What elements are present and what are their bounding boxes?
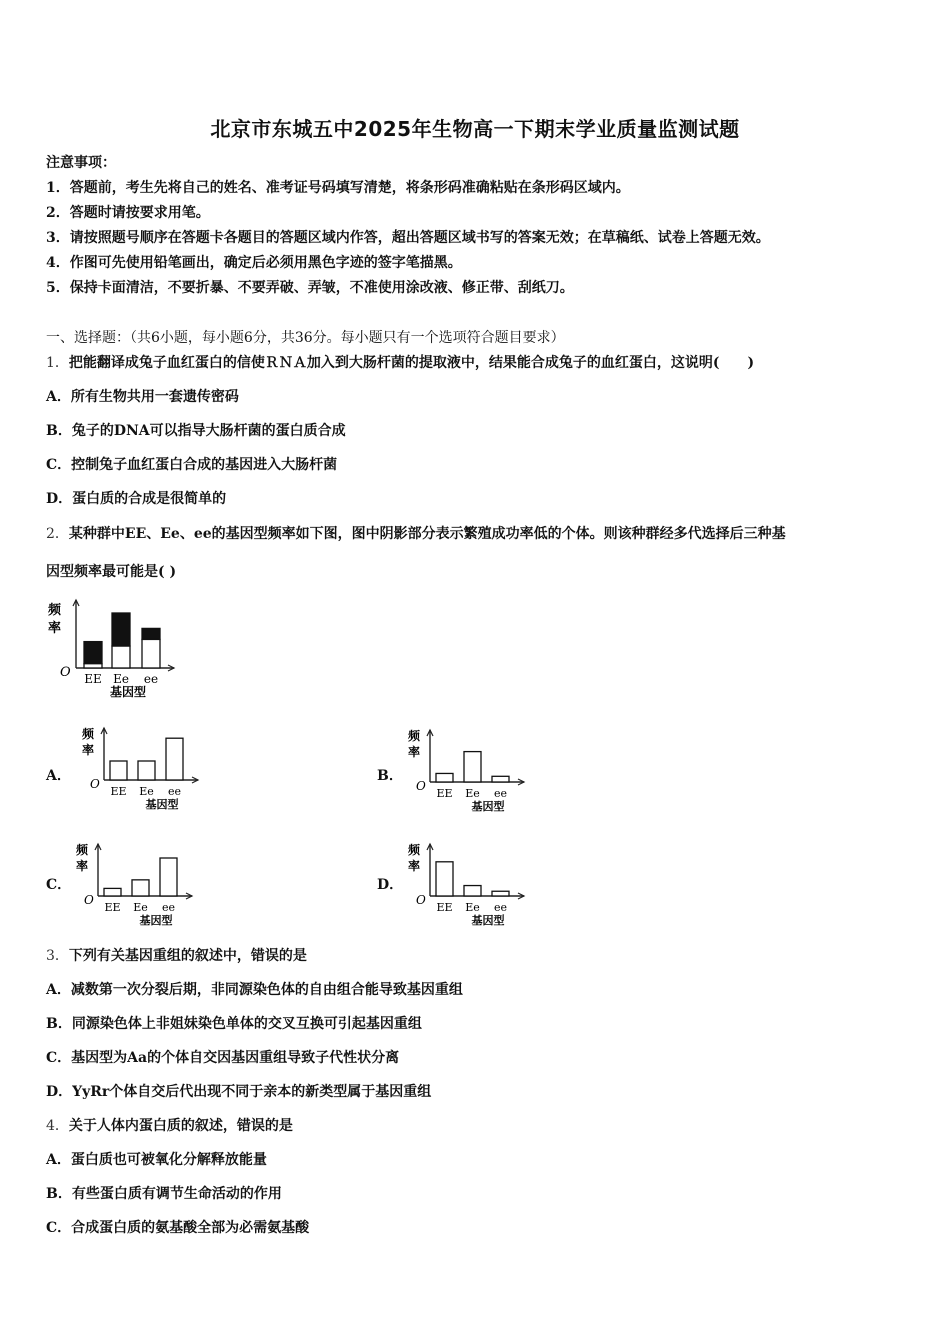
notice-heading: 注意事项： xyxy=(46,155,116,171)
notice-item: 1．答题前，考生先将自己的姓名、准考证号码填写清楚，将条形码准确粘贴在条形码区域内。 xyxy=(46,180,630,196)
x-tick-label: ee xyxy=(493,901,508,914)
origin-label: O xyxy=(84,893,94,907)
bar xyxy=(132,880,149,896)
notice-item: 3．请按照题号顺序在答题卡各题目的答题区域内作答，超出答题区域书写的答案无效；在草稿纸、试卷上答题无效。 xyxy=(46,230,770,246)
question-number: 3． xyxy=(46,948,69,964)
option-b-chart xyxy=(406,724,536,816)
bar xyxy=(492,891,509,896)
y-axis-label: 率 xyxy=(408,745,421,759)
y-axis-label: 频 xyxy=(82,727,95,741)
bar xyxy=(104,888,121,896)
y-axis-label: 频 xyxy=(76,843,89,857)
bar xyxy=(436,862,453,896)
notice-item: 2．答题时请按要求用笔。 xyxy=(46,205,210,221)
x-tick-label: Ee xyxy=(465,901,480,914)
bar-shaded xyxy=(112,613,130,646)
option-a: A．蛋白质也可被氧化分解释放能量 xyxy=(46,1152,267,1168)
option-b: B．兔子的DNA可以指导大肠杆菌的蛋白质合成 xyxy=(46,423,346,439)
origin-label: O xyxy=(416,779,426,793)
y-axis-label: 率 xyxy=(76,859,89,873)
notice-item: 4．作图可先使用铅笔画出，确定后必须用黑色字迹的签字笔描黑。 xyxy=(46,255,462,271)
question-number: 1． xyxy=(46,355,69,371)
bar-shaded xyxy=(142,628,160,639)
option-d: D．YyRr个体自交后代出现不同于亲本的新类型属于基因重组 xyxy=(46,1084,432,1100)
question-number: 4． xyxy=(46,1118,69,1134)
section-heading: 一、选择题：（共6小题，每小题6分，共36分。每小题只有一个选项符合题目要求） xyxy=(46,330,565,346)
bar xyxy=(464,886,481,896)
question-text: 把能翻译成兔子血红蛋白的信使ＲＮＡ加入到大肠杆菌的提取液中，结果能合成兔子的血红蛋白，这说明( ) xyxy=(68,355,755,371)
x-tick-label: EE xyxy=(84,672,102,686)
notice-item: 5．保持卡面清洁，不要折暴、不要弄破、弄皱，不准使用涂改液、修正带、刮纸刀。 xyxy=(46,280,574,296)
question-4 xyxy=(46,1115,293,1135)
option-c: C．合成蛋白质的氨基酸全部为必需氨基酸 xyxy=(46,1220,310,1236)
origin-label: O xyxy=(60,665,71,680)
option-b: B．有些蛋白质有调节生命活动的作用 xyxy=(46,1186,282,1202)
x-tick-label: ee xyxy=(167,785,182,798)
x-axis-label: 基因型 xyxy=(471,800,505,813)
option-b: B．同源染色体上非姐妹染色单体的交叉互换可引起基因重组 xyxy=(46,1016,422,1032)
bar xyxy=(160,858,177,896)
bar xyxy=(492,776,509,782)
x-axis-label: 基因型 xyxy=(139,914,173,927)
bar-normal xyxy=(84,664,102,668)
bar xyxy=(436,773,453,782)
option-a-chart xyxy=(80,722,210,814)
option-c-label: C． xyxy=(46,877,72,893)
x-axis-label: 基因型 xyxy=(145,798,179,811)
x-tick-label: Ee xyxy=(465,787,480,800)
x-axis-label: 基因型 xyxy=(109,685,147,699)
origin-label: O xyxy=(416,893,426,907)
option-a: A．所有生物共用一套遗传密码 xyxy=(46,389,239,405)
y-axis-label: 率 xyxy=(408,859,421,873)
y-axis-label: 频 xyxy=(408,729,421,743)
x-tick-label: ee xyxy=(493,787,508,800)
question-3 xyxy=(46,945,307,965)
question-text: 下列有关基因重组的叙述中，错误的是 xyxy=(68,948,307,964)
question-2 xyxy=(46,523,786,543)
bar xyxy=(166,738,183,780)
option-c: C．控制兔子血红蛋白合成的基因进入大肠杆菌 xyxy=(46,457,338,473)
genotype-frequency-chart xyxy=(46,596,186,708)
option-c: C．基因型为Aa的个体自交因基因重组导致子代性状分离 xyxy=(46,1050,400,1066)
question-text: 某种群中EE、Ee、ee的基因型频率如下图，图中阴影部分表示繁殖成功率低的个体。则该种群经多代选择后三种基 xyxy=(68,526,786,542)
x-tick-label: EE xyxy=(436,787,453,800)
option-a: A．减数第一次分裂后期，非同源染色体的自由组合能导致基因重组 xyxy=(46,982,463,998)
bar-normal xyxy=(142,639,160,668)
page-title: 北京市东城五中2025年生物高一下期末学业质量监测试题 xyxy=(210,117,740,141)
option-d: D．蛋白质的合成是很简单的 xyxy=(46,491,227,507)
option-d-chart xyxy=(406,838,536,930)
option-a-label: A． xyxy=(46,768,71,784)
bar xyxy=(110,761,127,780)
question-number: 2． xyxy=(46,526,69,542)
question-text: 关于人体内蛋白质的叙述，错误的是 xyxy=(68,1118,293,1134)
y-axis-label: 率 xyxy=(82,743,95,757)
y-axis-label: 频 xyxy=(48,603,62,618)
x-axis-label: 基因型 xyxy=(471,914,505,927)
bar-shaded xyxy=(84,642,102,664)
question-2-cont: 因型频率最可能是( ) xyxy=(46,564,177,580)
question-1 xyxy=(46,352,754,372)
x-tick-label: ee xyxy=(161,901,176,914)
y-axis-label: 率 xyxy=(48,621,62,636)
x-tick-label: EE xyxy=(436,901,453,914)
option-c-chart xyxy=(74,838,204,930)
bar xyxy=(138,761,155,780)
x-tick-label: Ee xyxy=(133,901,148,914)
x-tick-label: EE xyxy=(110,785,127,798)
y-axis-label: 频 xyxy=(408,843,421,857)
x-tick-label: Ee xyxy=(139,785,154,798)
option-d-label: D． xyxy=(377,877,404,893)
x-tick-label: ee xyxy=(143,672,159,686)
x-tick-label: Ee xyxy=(113,672,129,686)
bar-normal xyxy=(112,646,130,668)
option-b-label: B． xyxy=(377,768,403,784)
x-tick-label: EE xyxy=(104,901,121,914)
bar xyxy=(464,752,481,782)
origin-label: O xyxy=(90,777,100,791)
